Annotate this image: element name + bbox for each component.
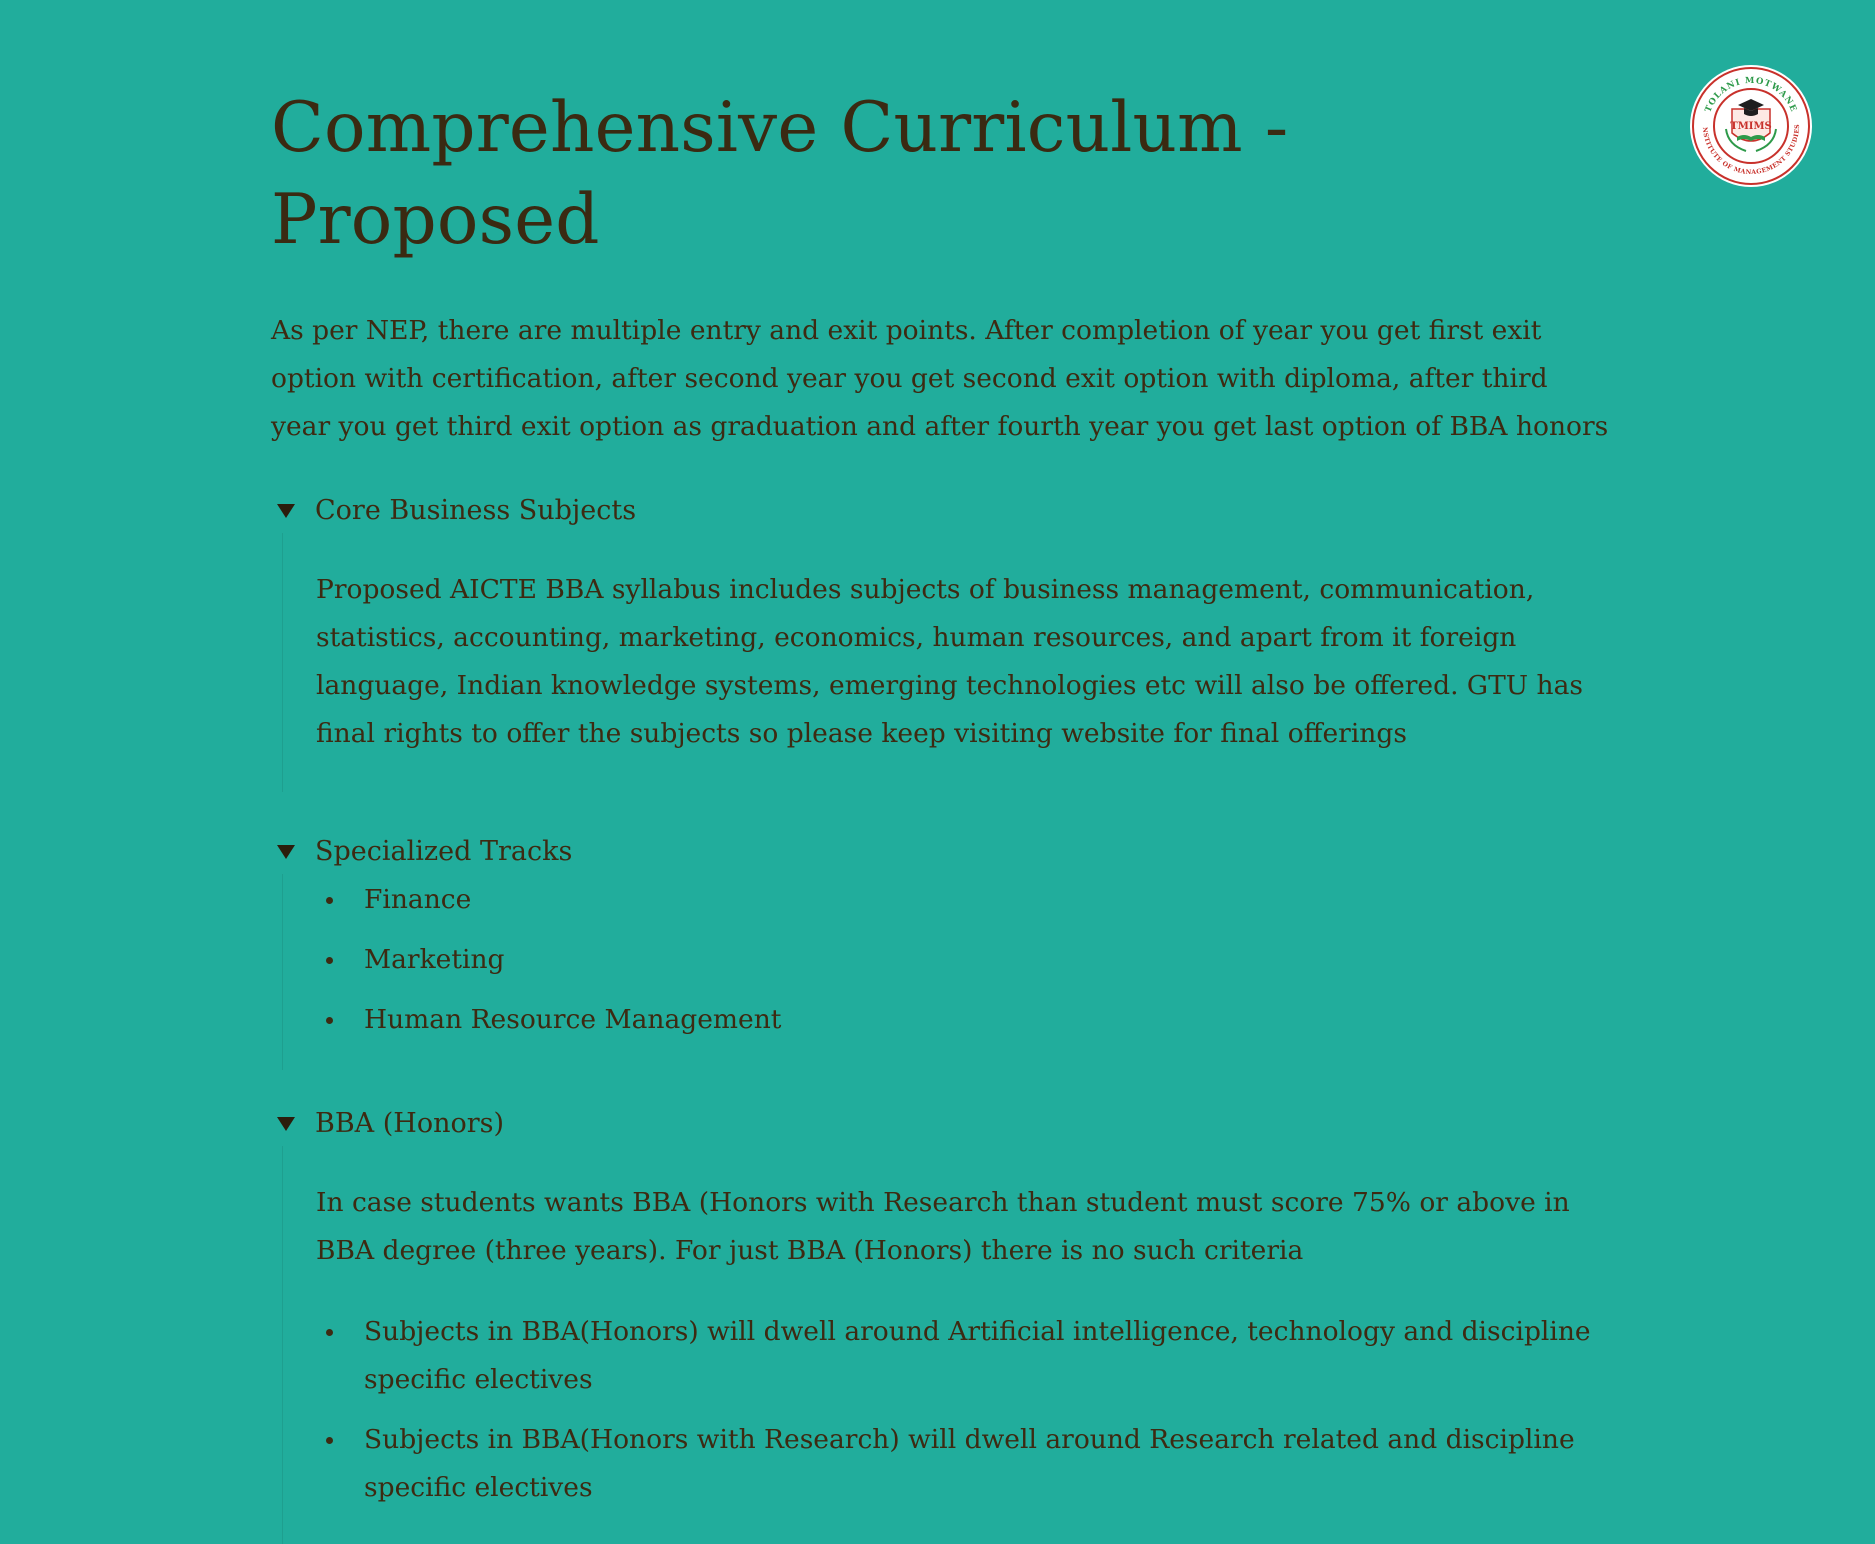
curriculum-page [271,82,1611,1544]
toggle-header-bba-honors[interactable] [271,1102,1611,1146]
toggle-label: Core Business Subjects [315,495,637,526]
logo-ring-top: TOLANI MOTWANE [1703,75,1799,114]
list-item: Human Resource Management [316,996,1611,1044]
list-item: Subjects in BBA(Honors with Research) will dwell around Research related and discipline specific electives [316,1416,1611,1512]
logo-center-text: TMIMS [1730,121,1772,132]
list-item: Subjects in BBA(Honors) will dwell around Artificial intelligence, technology and discipline specific electives [316,1308,1611,1404]
toggle-label: Specialized Tracks [315,836,573,867]
honors-paragraph: In case students wants BBA (Honors with Research than student must score 75% or above in BBA degree (three years). For just BBA (Honors) there is no such criteria [316,1187,1570,1266]
honors-list [316,1308,1611,1512]
toggle-core-business-subjects [271,489,1611,792]
list-item: Marketing [316,936,1611,984]
intro-paragraph: As per NEP, there are multiple entry and exit points. After completion of year you get first exit option with certification, after second year you get second exit option with diploma, after third year you get third exit option as graduation and after fourth year you get last option of BBA honors [271,315,1609,442]
tracks-list [316,876,1611,1044]
triangle-down-icon[interactable] [271,503,315,519]
logo-ring-bottom: NSTITUTE OF MANAGEMENT STUDIES [1700,123,1802,177]
list-item: Finance [316,876,1611,924]
page-title: Comprehensive Curriculum - Proposed [271,88,1289,260]
triangle-down-icon[interactable] [271,1116,315,1132]
toggle-content [282,533,1611,792]
toggle-content [282,1146,1611,1544]
logo-seal [1688,63,1814,189]
toggle-content [282,874,1611,1070]
toggle-bba-honors [271,1102,1611,1544]
institute-logo [1688,63,1814,189]
toggle-label: BBA (Honors) [315,1108,505,1139]
core-subjects-paragraph: Proposed AICTE BBA syllabus includes subjects of business management, communication, statistics, accounting, marketing, economics, human resources, and apart from it foreign language, Indian knowledge systems, emerging technologies etc will also be offered. GTU has final rights to offer the subjects so please keep visiting website for final offerings [316,574,1583,749]
toggle-header-core-business[interactable] [271,489,1611,533]
toggle-specialized-tracks [271,830,1611,1070]
triangle-down-icon[interactable] [271,844,315,860]
toggle-header-specialized-tracks[interactable] [271,830,1611,874]
